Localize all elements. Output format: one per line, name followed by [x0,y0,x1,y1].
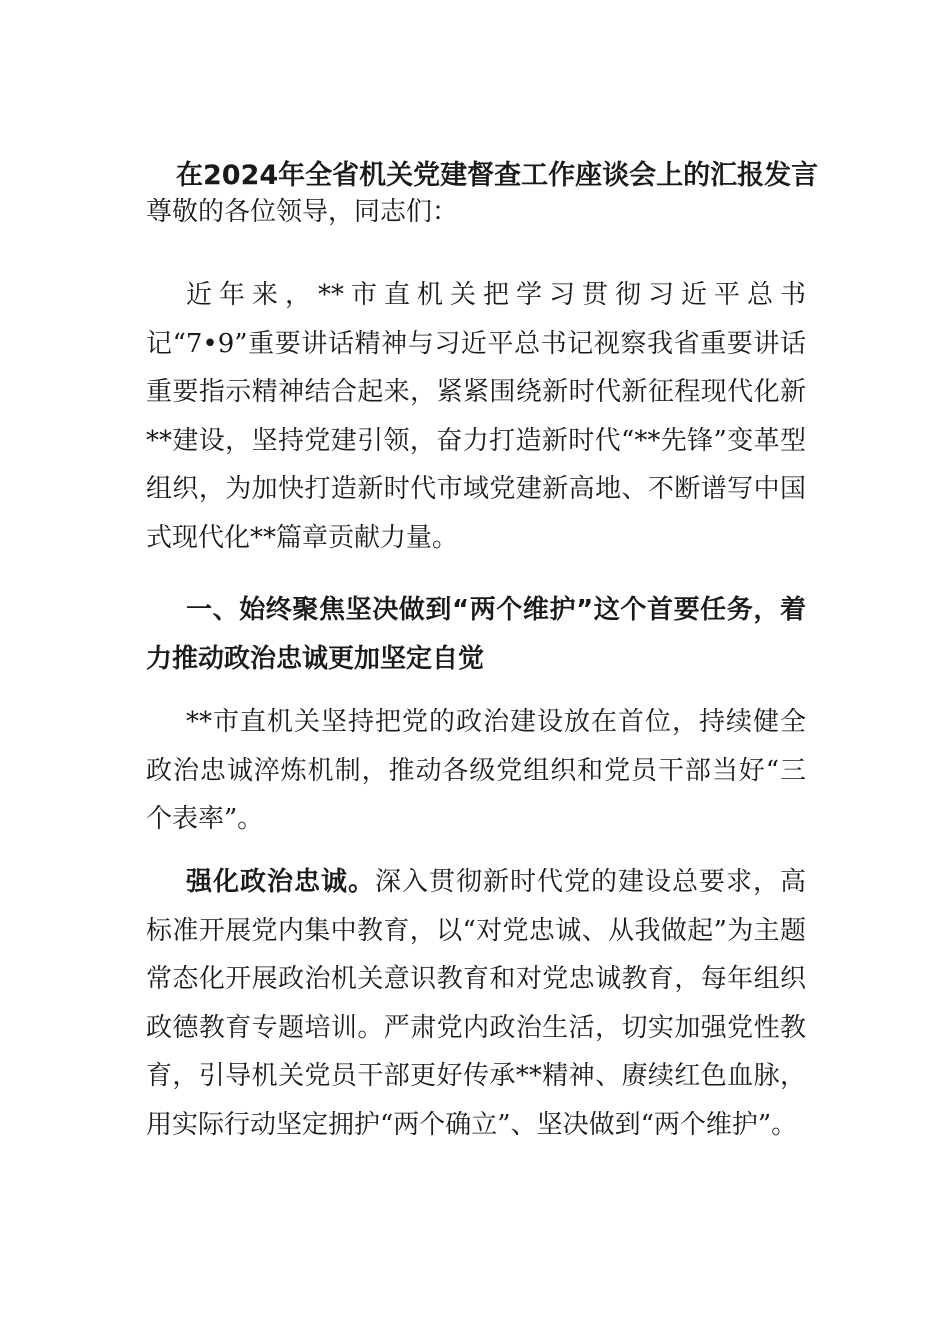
section-heading-1: 一、始终聚焦坚决做到“两个维护”这个首要任务，着力推动政治忠诚更加坚定自觉 [146,595,806,674]
political-loyalty-paragraph [146,858,806,1150]
paragraph-body: 深入贯彻新时代党的建设总要求，高标准开展党内集中教育，以“对党忠诚、从我做起”为主题常态化开展政治机关意识教育和对党忠诚教育，每年组织政德教育专题培训。严肃党内政治生活，切实加强党性教育，引导机关党员干部更好传承**精神、赓续红色血脉，用实际行动坚定拥护“两个确立”、坚决做到“两个维护”。 [146,867,806,1140]
paragraph-lead-heading: 强化政治忠诚。 [186,867,375,897]
salutation: 尊敬的各位领导，同志们： [146,197,459,227]
section-1-paragraph: **市直机关坚持把党的政治建设放在首位，持续健全政治忠诚淬炼机制，推动各级党组织和党员干部当好“三个表率”。 [146,707,806,835]
intro-paragraph: 近年来，**市直机关把学习贯彻习近平总书记“7•9”重要讲话精神与习近平总书记视察我省重要讲话重要指示精神结合起来，紧紧围绕新时代新征程现代化新**建设，坚持党建引领，奋力打造新时代“**先锋”变革型组织，为加快打造新时代市域党建新高地、不断谱写中国式现代化**篇章贡献力量。 [146,280,806,553]
document-title: 在2024年全省机关党建督查工作座谈会上的汇报发言 [176,160,819,191]
